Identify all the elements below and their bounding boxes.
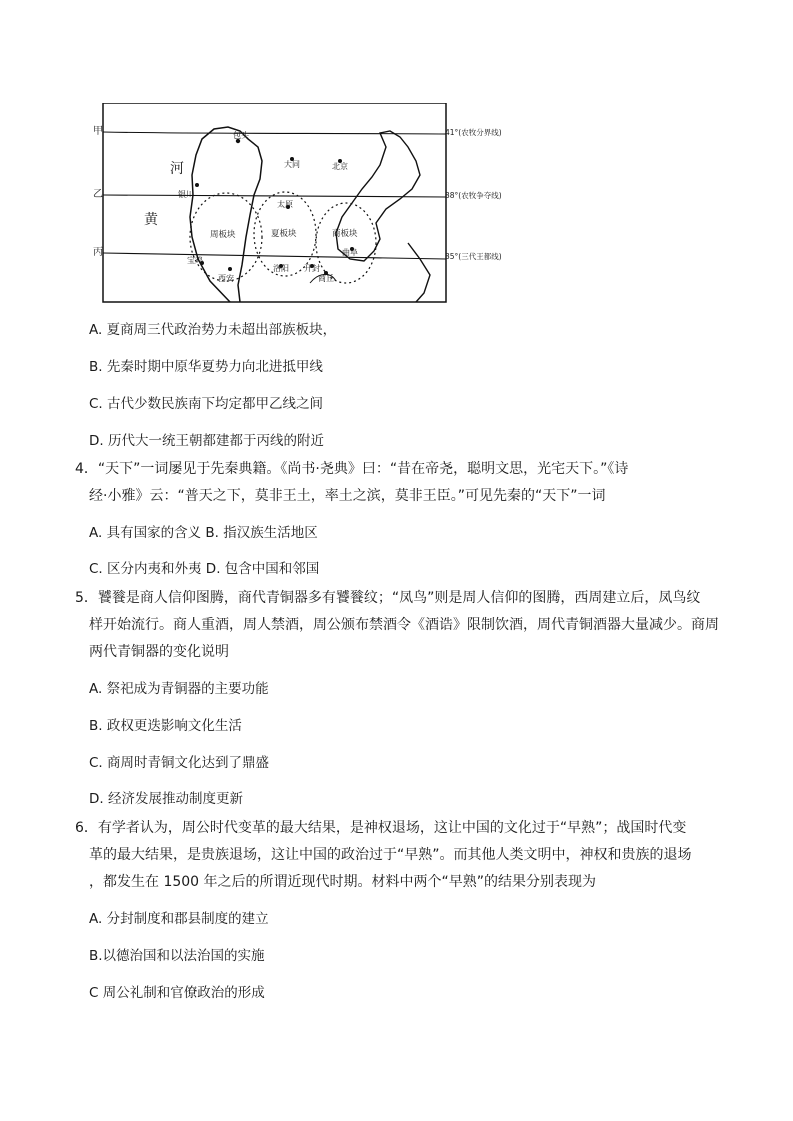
block-shang: 商板块 [332,229,358,239]
q6-stem-line-2: 革的最大结果，是贵族退场，这让中国的政治过于“早熟”。而其他人类文明中，神权和贵族的退场 [89,847,692,863]
city-kaifeng: 开封 [304,264,320,273]
q4-stem-line-2: 经·小雅》云：“普天之下，莫非王土，率土之滨，莫非王臣。”可见先秦的“天下”一词 [89,488,606,504]
label-yi: 乙 [93,189,103,200]
city-datong: 大同 [284,160,300,169]
river-label-he: 河 [170,161,184,177]
q6-option-b: B.以德治国和以法治国的实施 [89,948,265,964]
q5-option-a: A. 祭祀成为青铜器的主要功能 [89,681,269,697]
river-label-huang: 黄 [144,212,158,228]
city-xian: 西安 [218,274,234,283]
label-35-line: 35°(三代王都线) [445,252,502,261]
q5-option-b: B. 政权更迭影响文化生活 [89,718,242,734]
city-luoyang: 洛阳 [273,264,289,273]
q6-option-a: A. 分封制度和郡县制度的建立 [89,911,269,927]
q5-stem-line-2: 样开始流行。商人重酒，周人禁酒，周公颁布禁酒令《酒诰》限制饮酒，周代青铜酒器大量减少。商周 [89,617,719,633]
city-yinchuan: 银川 [178,190,194,199]
block-zhou: 周板块 [210,230,236,240]
q5-option-d: D. 经济发展推动制度更新 [89,791,243,807]
label-bing: 丙 [93,247,103,258]
label-41-line: 41°(农牧分界线) [445,128,502,137]
q3-option-b: B. 先秦时期中原华夏势力向北进抵甲线 [89,359,323,375]
city-baotou: 包头 [233,131,249,140]
q5-option-c: C. 商周时青铜文化达到了鼎盛 [89,755,270,771]
label-jia: 甲 [93,126,103,137]
q6-stem-line-3: ，都发生在 1500 年之后的所谓近现代时期。材料中两个“早熟”的结果分别表现为 [89,874,597,890]
q4-options-ab: A. 具有国家的含义 B. 指汉族生活地区 [89,525,318,541]
city-qufu: 曲阜 [342,248,358,257]
city-taiyuan: 太原 [277,200,293,209]
q3-option-c: C. 古代少数民族南下均定都甲乙线之间 [89,396,324,412]
q3-option-d: D. 历代大一统王朝都建都于丙线的附近 [89,433,324,449]
map-figure [90,103,510,309]
city-shangqiu: 商丘 [318,274,334,283]
q4-stem-line-1: 4．“天下”一词屡见于先秦典籍。《尚书·尧典》曰：“昔在帝尧，聪明文思，光宅天下。”《诗 [75,461,629,477]
label-38-line: 38°(农牧争夺线) [445,191,502,200]
q4-options-cd: C. 区分内夷和外夷 D. 包含中国和邻国 [89,561,320,577]
block-xia: 夏板块 [271,229,297,239]
q6-option-c: C 周公礼制和官僚政治的形成 [89,985,265,1001]
city-baoji: 宝鸡 [187,256,203,265]
q6-stem-line-1: 6．有学者认为，周公时代变革的最大结果，是神权退场，这让中国的文化过于“早熟”；战国时代变 [75,820,687,836]
q5-stem-line-3: 两代青铜器的变化说明 [89,644,229,660]
city-beijing: 北京 [332,162,348,171]
q5-stem-line-1: 5．饕餮是商人信仰图腾，商代青铜器多有饕餮纹；“凤鸟”则是周人信仰的图腾，西周建立后，凤鸟纹 [75,590,701,606]
q3-option-a: A. 夏商周三代政治势力未超出部族板块， [89,322,337,338]
